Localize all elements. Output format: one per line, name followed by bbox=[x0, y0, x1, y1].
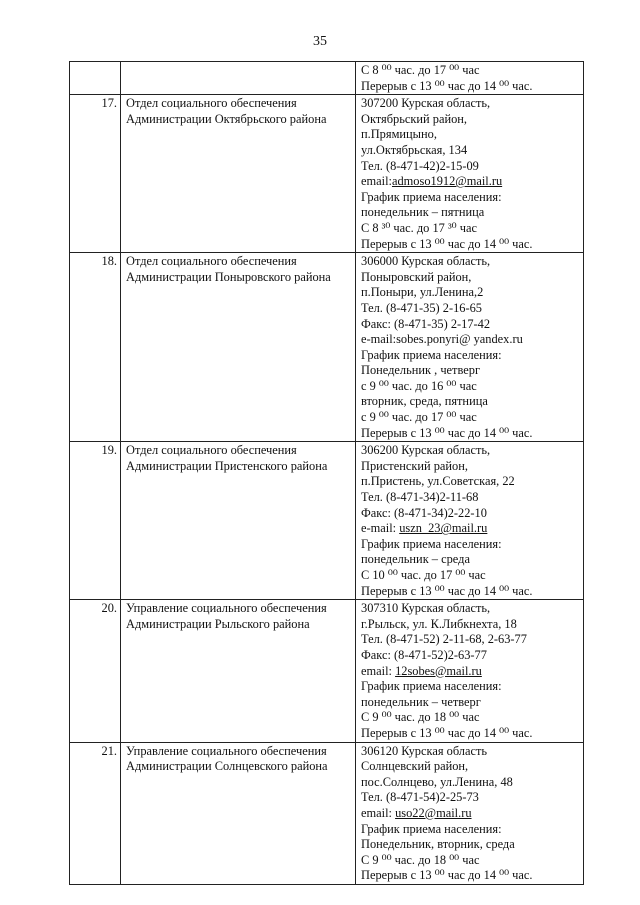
organization-name-cell bbox=[121, 95, 356, 253]
contact-line: Факс: (8-471-34)2-22-10 bbox=[361, 505, 487, 520]
contact-line: пос.Солнцево, ул.Ленина, 48 bbox=[361, 774, 513, 789]
organization-name-line: Отдел социального обеспечения bbox=[126, 96, 297, 111]
contact-line: ул.Октябрьская, 134 bbox=[361, 142, 468, 157]
row-number: 19. bbox=[70, 442, 121, 600]
contact-line: Солнцевский район, bbox=[361, 759, 469, 774]
email-prefix: email: bbox=[361, 663, 396, 678]
contact-line: Тел. (8-471-34)2-11-68 bbox=[361, 490, 479, 505]
contact-line: e-mail:sobes.ponyri@ yandex.ru bbox=[361, 332, 523, 347]
schedule-line: Понедельник, вторник, среда bbox=[361, 837, 515, 852]
contact-line: Тел. (8-471-35) 2-16-65 bbox=[361, 300, 482, 315]
contact-line: Перерыв с 13 ⁰⁰ час до 14 ⁰⁰ час. bbox=[361, 78, 533, 93]
schedule-line: понедельник – пятница bbox=[361, 205, 485, 220]
table-body bbox=[70, 62, 584, 885]
schedule-line: График приема населения: bbox=[361, 821, 502, 836]
schedule-line: с 9 ⁰⁰ час. до 17 ⁰⁰ час bbox=[361, 410, 477, 425]
row-number: 18. bbox=[70, 253, 121, 442]
table-row bbox=[70, 742, 584, 884]
schedule-line: Перерыв с 13 ⁰⁰ час до 14 ⁰⁰ час. bbox=[361, 425, 533, 440]
organization-name-line: Администрации Рыльского района bbox=[126, 616, 310, 631]
organization-name-line: Администрации Солнцевского района bbox=[126, 759, 328, 774]
contact-line: Пристенский район, bbox=[361, 458, 468, 473]
schedule-line: С 9 ⁰⁰ час. до 18 ⁰⁰ час bbox=[361, 710, 480, 725]
organization-name-cell bbox=[121, 253, 356, 442]
contact-line: С 8 ⁰⁰ час. до 17 ⁰⁰ час bbox=[361, 63, 480, 77]
email-link[interactable]: admoso1912@mail.ru bbox=[391, 174, 503, 189]
schedule-line: Перерыв с 13 ⁰⁰ час до 14 ⁰⁰ час. bbox=[361, 868, 533, 883]
row-number bbox=[70, 62, 121, 95]
email-link[interactable]: uszn_23@mail.ru bbox=[399, 521, 488, 536]
organization-name-cell bbox=[121, 442, 356, 600]
schedule-line: понедельник – четверг bbox=[361, 694, 481, 709]
schedule-line: График приема населения: bbox=[361, 347, 502, 362]
contact-line: п.Прямицыно, bbox=[361, 127, 437, 142]
organization-name-line: Администрации Пристенского района bbox=[126, 458, 328, 473]
schedule-line: С 8 ³⁰ час. до 17 ³⁰ час bbox=[361, 220, 477, 235]
organization-name-line: Управление социального обеспечения bbox=[126, 743, 327, 758]
contact-line: Факс: (8-471-35) 2-17-42 bbox=[361, 316, 491, 331]
contact-info-cell bbox=[356, 742, 584, 884]
page-number: 35 bbox=[313, 34, 327, 49]
email-link[interactable]: uso22@mail.ru bbox=[395, 805, 472, 820]
row-number: 17. bbox=[70, 95, 121, 253]
email-line bbox=[361, 174, 580, 190]
schedule-line: понедельник – среда bbox=[361, 552, 470, 567]
table-row bbox=[70, 253, 584, 442]
contact-line: п.Пристень, ул.Советская, 22 bbox=[361, 474, 515, 489]
contact-line: г.Рыльск, ул. К.Либкнехта, 18 bbox=[361, 616, 517, 631]
table-row bbox=[70, 442, 584, 600]
contact-info-cell bbox=[356, 62, 584, 95]
row-number: 21. bbox=[70, 742, 121, 884]
schedule-line: График приема населения: bbox=[361, 679, 502, 694]
email-prefix: email: bbox=[361, 805, 396, 820]
contact-line: 306120 Курская область bbox=[361, 743, 488, 758]
contact-info-cell bbox=[356, 442, 584, 600]
schedule-line: График приема населения: bbox=[361, 189, 502, 204]
email-line bbox=[361, 664, 580, 680]
table-row bbox=[70, 62, 584, 95]
schedule-line: С 10 ⁰⁰ час. до 17 ⁰⁰ час bbox=[361, 568, 486, 582]
contact-line: 306200 Курская область, bbox=[361, 443, 491, 458]
contact-line: Тел. (8-471-54)2-25-73 bbox=[361, 790, 479, 805]
contact-line: п.Поныри, ул.Ленина,2 bbox=[361, 285, 484, 300]
email-line bbox=[361, 806, 580, 822]
schedule-line: График приема населения: bbox=[361, 536, 502, 551]
contact-info-cell bbox=[356, 253, 584, 442]
contact-line: Факс: (8-471-52)2-63-77 bbox=[361, 647, 487, 662]
organization-name-line: Администрации Октябрьского района bbox=[126, 111, 327, 126]
contact-line: Поныровский район, bbox=[361, 269, 472, 284]
table-row bbox=[70, 95, 584, 253]
schedule-line: Перерыв с 13 ⁰⁰ час до 14 ⁰⁰ час. bbox=[361, 236, 533, 251]
email-prefix: e-mail: bbox=[361, 521, 400, 536]
email-line bbox=[361, 521, 580, 537]
contact-line: 307310 Курская область, bbox=[361, 601, 491, 616]
contact-line: 306000 Курская область, bbox=[361, 254, 491, 269]
organization-name-cell bbox=[121, 600, 356, 742]
contact-info-cell bbox=[356, 95, 584, 253]
organization-name-line: Отдел социального обеспечения bbox=[126, 443, 297, 458]
table-row bbox=[70, 600, 584, 742]
contact-line: Тел. (8-471-52) 2-11-68, 2-63-77 bbox=[361, 632, 527, 647]
email-prefix: email: bbox=[361, 174, 392, 189]
organization-name-cell bbox=[121, 742, 356, 884]
organization-name-line: Управление социального обеспечения bbox=[126, 601, 327, 616]
schedule-line: Перерыв с 13 ⁰⁰ час до 14 ⁰⁰ час. bbox=[361, 725, 533, 740]
organization-name-line: Отдел социального обеспечения bbox=[126, 254, 297, 269]
contact-line: Тел. (8-471-42)2-15-09 bbox=[361, 158, 479, 173]
schedule-line: Понедельник , четверг bbox=[361, 363, 481, 378]
contact-info-cell bbox=[356, 600, 584, 742]
row-number: 20. bbox=[70, 600, 121, 742]
schedule-line: С 9 ⁰⁰ час. до 18 ⁰⁰ час bbox=[361, 852, 480, 867]
email-link[interactable]: 12sobes@mail.ru bbox=[395, 663, 482, 678]
schedule-line: вторник, среда, пятница bbox=[361, 394, 488, 409]
schedule-line: Перерыв с 13 ⁰⁰ час до 14 ⁰⁰ час. bbox=[361, 583, 533, 598]
social-services-table bbox=[69, 61, 584, 885]
contact-line: Октябрьский район, bbox=[361, 111, 468, 126]
schedule-line: с 9 ⁰⁰ час. до 16 ⁰⁰ час bbox=[361, 378, 477, 393]
organization-name-cell bbox=[121, 62, 356, 95]
organization-name-line: Администрации Поныровского района bbox=[126, 269, 331, 284]
contact-line: 307200 Курская область, bbox=[361, 96, 491, 111]
